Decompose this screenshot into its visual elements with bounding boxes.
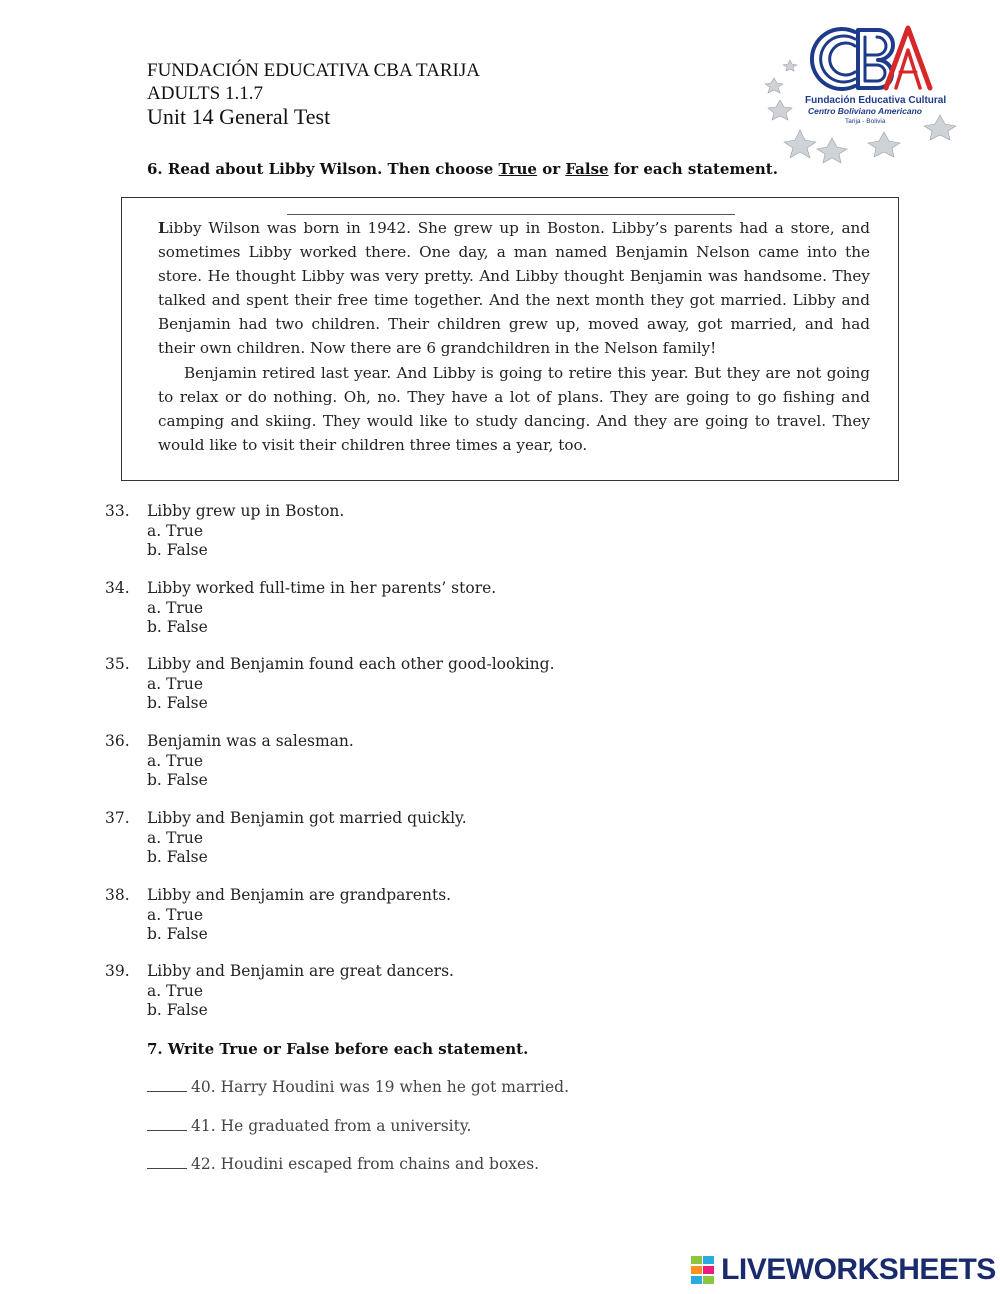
question-stem <box>105 886 805 906</box>
logo-org-line2: Centro Boliviano Americano <box>808 106 922 116</box>
passage-divider <box>287 214 735 215</box>
question-text: Libby and Benjamin are great dancers. <box>147 962 454 980</box>
liveworksheets-text: LIVEWORKSHEETS <box>721 1253 996 1286</box>
question-number: 39. <box>105 962 130 980</box>
option-a[interactable]: a. True <box>147 905 203 924</box>
option-a[interactable]: a. True <box>147 674 203 693</box>
cba-logo <box>760 20 975 165</box>
statement-40 <box>147 1077 569 1096</box>
cba-logo-image <box>760 20 975 165</box>
course-level: ADULTS 1.1.7 <box>147 83 263 104</box>
false-word: False <box>565 160 609 178</box>
question-39 <box>105 962 805 1021</box>
school-name: FUNDACIÓN EDUCATIVA CBA TARIJA <box>147 60 480 81</box>
liveworksheets-icon <box>690 1255 716 1285</box>
passage-paragraph-1-text: ibby Wilson was born in 1942. She grew up in Boston. Libby’s parents had a store, and sometimes Libby worked there. One day, a man named Benjamin Nelson came into the store. He thought Libby was very pretty. And Libby thought Benjamin was handsome. They talked and spent their free time together. And the next month they got married. Libby and Benjamin had two children. Their children grew up, moved away, got married, and had their own children. Now there are 6 grandchildren in the Nelson family! <box>158 219 870 358</box>
question-stem <box>105 579 805 599</box>
option-a[interactable]: a. True <box>147 521 203 540</box>
question-34 <box>105 579 805 638</box>
answer-blank-41[interactable] <box>147 1116 187 1131</box>
question-stem <box>105 732 805 752</box>
question-number: 35. <box>105 655 130 673</box>
passage-paragraph-1 <box>158 216 870 361</box>
option-b[interactable]: b. False <box>147 771 208 789</box>
answer-blank-42[interactable] <box>147 1154 187 1169</box>
option-b[interactable]: b. False <box>147 1001 208 1019</box>
option-b[interactable]: b. False <box>147 618 208 636</box>
question-37 <box>105 809 805 868</box>
question-number: 36. <box>105 732 130 750</box>
logo-org-line1: Fundación Educativa Cultural <box>805 95 947 106</box>
liveworksheets-logo[interactable] <box>690 1253 996 1287</box>
statement-text: 40. Harry Houdini was 19 when he got married. <box>191 1078 570 1096</box>
test-title: Unit 14 General Test <box>147 104 331 129</box>
question-stem <box>105 962 805 982</box>
question-33 <box>105 502 805 561</box>
true-word: True <box>498 160 537 178</box>
option-a[interactable]: a. True <box>147 751 203 770</box>
option-a[interactable]: a. True <box>147 828 203 847</box>
option-b[interactable]: b. False <box>147 541 208 559</box>
option-a[interactable]: a. True <box>147 981 203 1000</box>
logo-org-line3: Tarija - Bolivia <box>845 118 886 125</box>
question-text: Libby worked full-time in her parents’ store. <box>147 579 497 597</box>
question-stem <box>105 655 805 675</box>
question-text: Benjamin was a salesman. <box>147 732 354 750</box>
question-text: Libby grew up in Boston. <box>147 502 345 520</box>
statement-42 <box>147 1154 539 1173</box>
section-7-title: 7. Write True or False before each statement. <box>147 1040 529 1058</box>
section-6-title <box>147 160 778 178</box>
question-stem <box>105 809 805 829</box>
answer-blank-40[interactable] <box>147 1077 187 1092</box>
option-b[interactable]: b. False <box>147 848 208 866</box>
reading-passage <box>158 216 870 457</box>
option-b[interactable]: b. False <box>147 925 208 943</box>
section-6-prefix: 6. Read about Libby Wilson. Then choose <box>147 160 499 178</box>
question-36 <box>105 732 805 791</box>
section-6-suffix: for each statement. <box>608 160 778 178</box>
question-text: Libby and Benjamin found each other good-looking. <box>147 655 555 673</box>
question-35 <box>105 655 805 714</box>
question-number: 33. <box>105 502 130 520</box>
question-number: 37. <box>105 809 130 827</box>
statement-text: 42. Houdini escaped from chains and boxes. <box>191 1155 540 1173</box>
section-6-middle: or <box>536 160 566 178</box>
statement-text: 41. He graduated from a university. <box>191 1117 472 1135</box>
passage-dropcap: L <box>158 219 169 237</box>
passage-paragraph-2: Benjamin retired last year. And Libby is going to retire this year. But they are not going to relax or do nothing. Oh, no. They have a lot of plans. They are going to go fishing and camping and skiing. They would like to study dancing. And they are going to travel. They would like to visit their children three times a year, too. <box>158 363 870 454</box>
option-a[interactable]: a. True <box>147 598 203 617</box>
question-38 <box>105 886 805 945</box>
question-number: 34. <box>105 579 130 597</box>
option-b[interactable]: b. False <box>147 694 208 712</box>
question-text: Libby and Benjamin got married quickly. <box>147 809 467 827</box>
question-number: 38. <box>105 886 130 904</box>
question-text: Libby and Benjamin are grandparents. <box>147 886 452 904</box>
statement-41 <box>147 1116 471 1135</box>
question-stem <box>105 502 805 522</box>
